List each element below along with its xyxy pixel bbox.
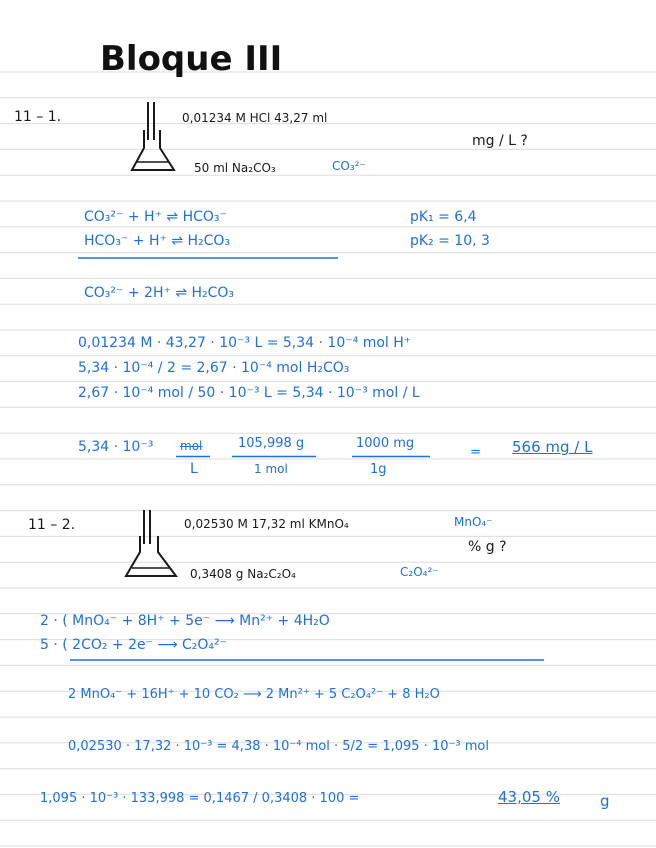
burette-flask-icon bbox=[122, 508, 182, 580]
fraction-bar bbox=[232, 455, 318, 458]
problem-2-question: % g ? bbox=[468, 539, 507, 555]
eq2: HCO₃⁻ + H⁺ ⇌ H₂CO₃ bbox=[84, 233, 231, 249]
half-reaction-2: 5 · ( 2CO₂ + 2e⁻ ⟶ C₂O₄²⁻ bbox=[40, 637, 228, 653]
problem-1-question: mg / L ? bbox=[472, 133, 528, 149]
problem-1-sample: 50 ml Na₂CO₃ bbox=[194, 161, 276, 175]
problem-1-label: 11 – 1. bbox=[14, 109, 62, 125]
problem-2-result: 43,05 % bbox=[498, 788, 560, 806]
problem-2-ion-bottom: C₂O₄²⁻ bbox=[400, 565, 439, 579]
eq1: CO₃²⁻ + H⁺ ⇌ HCO₃⁻ bbox=[84, 209, 227, 225]
fraction-bar bbox=[176, 455, 212, 458]
equals-sign: = bbox=[470, 445, 481, 460]
conv-l-den: L bbox=[190, 461, 198, 477]
problem-1-titrant: 0,01234 M HCl 43,27 ml bbox=[182, 111, 328, 125]
pk1: pK₁ = 6,4 bbox=[410, 209, 477, 225]
equation-underline bbox=[70, 658, 546, 662]
problem-2-titrant: 0,02530 M 17,32 ml KMnO₄ bbox=[184, 517, 349, 531]
burette-flask-icon bbox=[128, 100, 180, 176]
problem-2-label: 11 – 2. bbox=[28, 517, 76, 533]
overall-reaction: 2 MnO₄⁻ + 16H⁺ + 10 CO₂ ⟶ 2 Mn²⁺ + 5 C₂O₄²⁻ + 8 H₂O bbox=[68, 687, 440, 702]
problem-1-result: 566 mg / L bbox=[512, 438, 593, 456]
problem-2-result-unit: g bbox=[600, 792, 610, 810]
equation-underline bbox=[78, 256, 340, 260]
p2-calc2: 1,095 · 10⁻³ · 133,998 = 0,1467 / 0,3408 · 100 = bbox=[40, 791, 360, 806]
page-title: Bloque III bbox=[100, 39, 283, 79]
conv-mm-den: 1 mol bbox=[254, 462, 288, 476]
conv-mg-den: 1g bbox=[370, 462, 387, 477]
conv-mol-num: mol bbox=[180, 439, 203, 453]
p2-calc1: 0,02530 · 17,32 · 10⁻³ = 4,38 · 10⁻⁴ mol · 5/2 = 1,095 · 10⁻³ mol bbox=[68, 739, 489, 754]
calc3: 2,67 · 10⁻⁴ mol / 50 · 10⁻³ L = 5,34 · 10⁻³ mol / L bbox=[78, 385, 420, 401]
calc2: 5,34 · 10⁻⁴ / 2 = 2,67 · 10⁻⁴ mol H₂CO₃ bbox=[78, 360, 350, 376]
half-reaction-1: 2 · ( MnO₄⁻ + 8H⁺ + 5e⁻ ⟶ Mn²⁺ + 4H₂O bbox=[40, 613, 330, 629]
problem-1-ion: CO₃²⁻ bbox=[332, 159, 366, 173]
problem-2-ion-top: MnO₄⁻ bbox=[454, 515, 493, 529]
conv-mg-num: 1000 mg bbox=[356, 436, 415, 451]
conv-value: 5,34 · 10⁻³ bbox=[78, 439, 154, 455]
eq3: CO₃²⁻ + 2H⁺ ⇌ H₂CO₃ bbox=[84, 285, 235, 301]
problem-2-sample: 0,3408 g Na₂C₂O₄ bbox=[190, 567, 296, 581]
calc1: 0,01234 M · 43,27 · 10⁻³ L = 5,34 · 10⁻⁴ mol H⁺ bbox=[78, 335, 412, 351]
fraction-bar bbox=[352, 455, 432, 458]
conv-mm-num: 105,998 g bbox=[238, 436, 305, 451]
pk2: pK₂ = 10, 3 bbox=[410, 233, 490, 249]
